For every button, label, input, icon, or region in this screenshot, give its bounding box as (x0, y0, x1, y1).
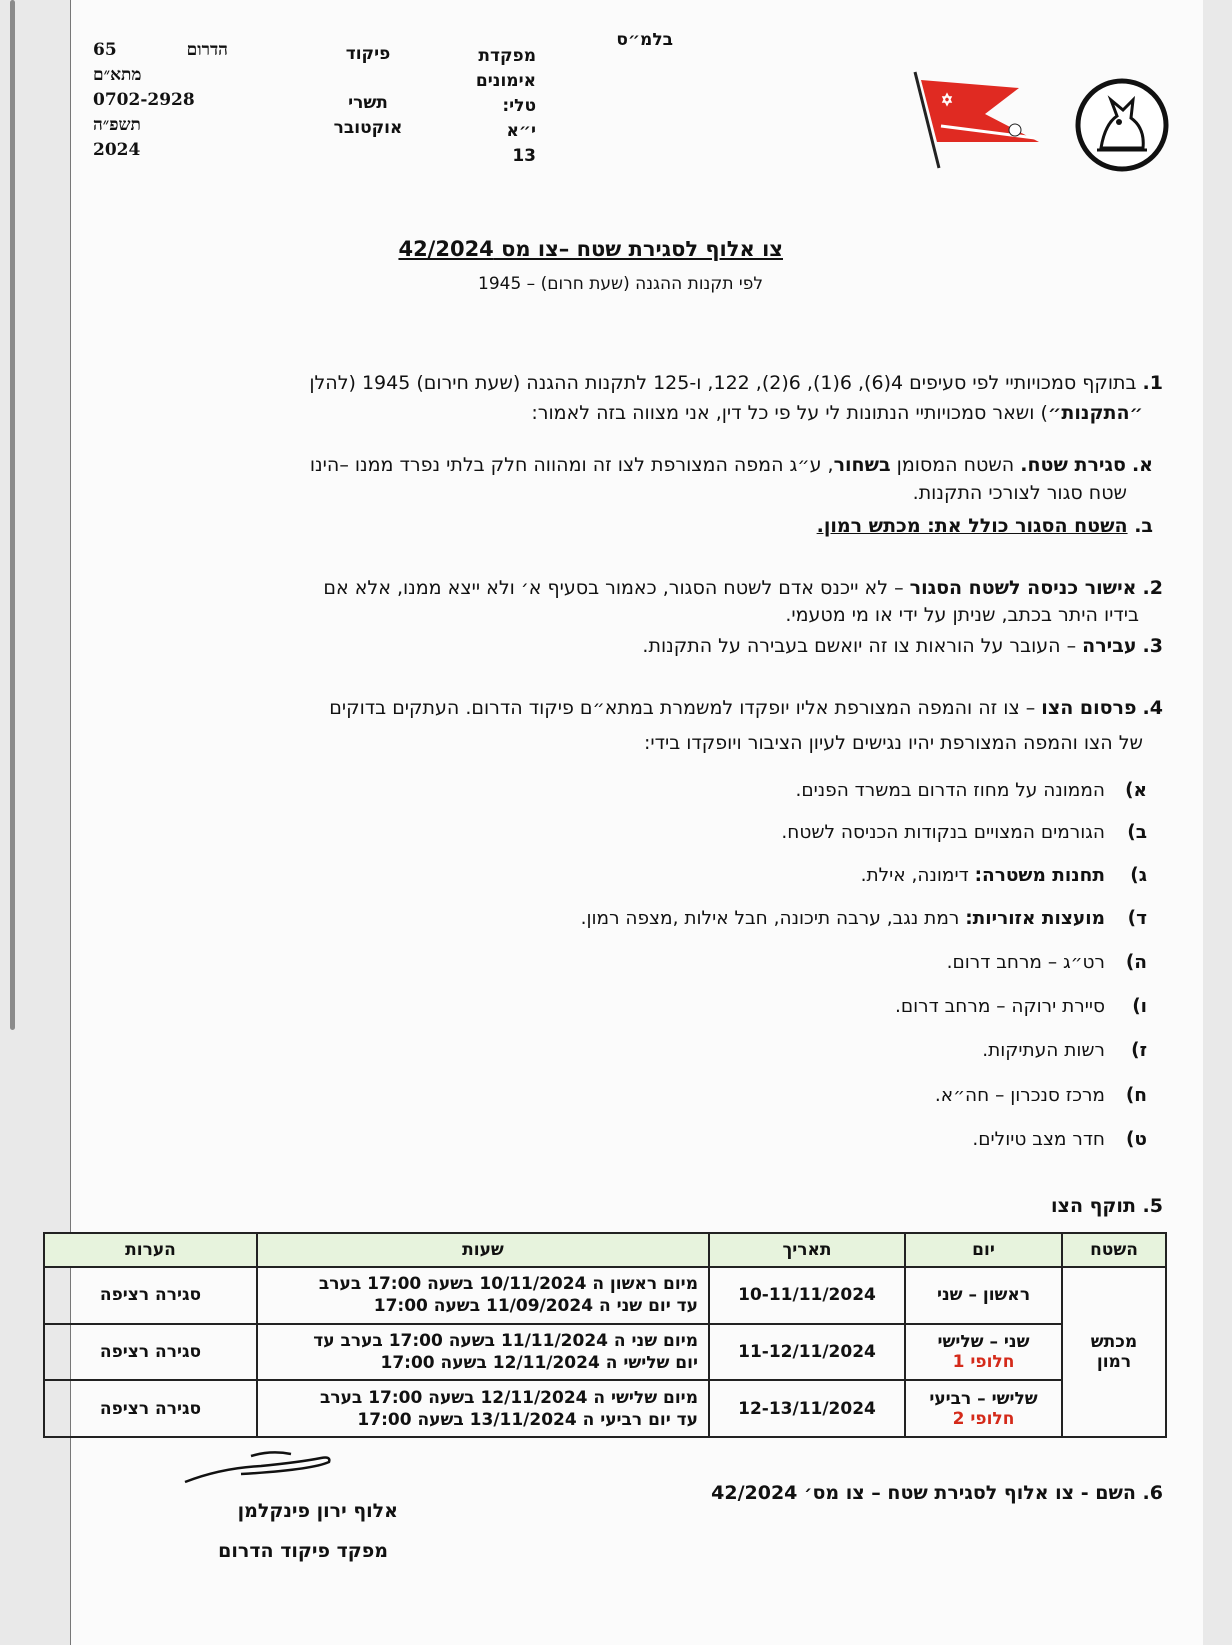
date-cell: 10-11/11/2024 (709, 1267, 905, 1324)
section-1a-line-1: א. סגירת שטח. השטח המסומן בשחור, ע״ג המפה המצורפת לצו זה ומהווה חלק בלתי נפרד ממנו –הינו (309, 454, 1153, 476)
signatory-name: אלוף ירון פינקלמן (237, 1500, 398, 1522)
flag-icon (911, 68, 1041, 170)
alternative-label: חלופי 2 (952, 1408, 1015, 1429)
signatory-role: מפקד פיקוד הדרום (218, 1540, 388, 1562)
header-hours: שעות (257, 1233, 709, 1267)
header-command: פיקוד תשרי אוקטובר (333, 44, 403, 138)
list-item: ז)רשות העתיקות. (982, 1040, 1147, 1061)
section-3: 3. עבירה – העובר על הוראות צו זה יואשם בעבירה על התקנות. (642, 635, 1163, 657)
section-5: 5. תוקף הצו (1051, 1195, 1163, 1217)
section-4-line-2: של הצו והמפה המצורפת יהיו נגישים לעיון הציבור ויופקדו בידי: (643, 732, 1143, 754)
day-cell: שלישי – רביעי חלופי 2 (905, 1380, 1062, 1437)
table-header-row (44, 1233, 1166, 1267)
table-row (44, 1324, 1166, 1381)
list-item: ו)סיירת ירוקה – מרחב דרום. (894, 996, 1147, 1017)
table-row (44, 1267, 1166, 1324)
notes-cell: סגירה רציפה (44, 1324, 257, 1381)
hours-cell: מיום שני ה 11/11/2024 בשעה 17:00 בערב עד יום שלישי ה 12/11/2024 בשעה 17:00 (257, 1324, 709, 1381)
section-2-line-1: 2. אישור כניסה לשטח הסגור – לא ייכנס אדם לשטח הסגור, כאמור בסעיף א׳ ולא ייצא ממנו, אלא אם (323, 577, 1163, 599)
section-2-line-2: בידיו היתר בכתב, שניתן על ידי או מי מטעמי. (785, 604, 1139, 626)
header-unit: מפקדת אימונים טלי: י״א 13 (475, 46, 536, 166)
header-notes: הערות (44, 1233, 257, 1267)
notes-cell: סגירה רציפה (44, 1267, 257, 1324)
alternative-label: חלופי 1 (952, 1351, 1015, 1372)
list-item: ט)חדר מצב טיולים. (972, 1129, 1147, 1150)
notes-cell: סגירה רציפה (44, 1380, 257, 1437)
section-1b: ב. השטח הסגור כולל את: מכתש רמון. (816, 515, 1153, 537)
date-cell: 11-12/11/2024 (709, 1324, 905, 1381)
signature-mark (181, 1448, 341, 1488)
day-cell: ראשון – שני (905, 1267, 1062, 1324)
list-item: ג)תחנות משטרה: דימונה, אילת. (860, 865, 1147, 886)
table-row (44, 1380, 1166, 1437)
section-1-line-1: 1. בתוקף סמכויותיי לפי סעיפים 4(6), 6(1), 6(2), 122, ו-125 לתקנות ההגנה (שעת חירום) 1945 (להלן (309, 372, 1163, 394)
day-cell: שני – שלישי חלופי 1 (905, 1324, 1062, 1381)
scrollbar[interactable] (10, 0, 15, 1030)
classification: בלמ״ס (616, 30, 673, 50)
section-1a-line-2: שטח סגור לצורכי התקנות. (912, 482, 1127, 504)
closure-schedule-table (43, 1232, 1167, 1438)
header-date: תאריך (709, 1233, 905, 1267)
command-emblem-icon (1075, 78, 1169, 172)
list-item: ח)מרכז סנכרון – חה״א. (934, 1085, 1147, 1106)
order-subtitle: לפי תקנות ההגנה (שעת חרום) – 1945 (478, 274, 763, 294)
list-item: א)הממונה על מחוז הדרום במשרד הפנים. (795, 780, 1147, 801)
list-item: ה)רט״ג – מרחב דרום. (946, 952, 1147, 973)
date-cell: 12-13/11/2024 (709, 1380, 905, 1437)
header-south: 65 הדרום מתא״ם 0702-2928 תשפ״ה 2024 (93, 40, 228, 160)
section-4-line-1: 4. פרסום הצו – צו זה והמפה המצורפת אליו יופקדו למשמרת במתא״ם פיקוד הדרום. העתקים בדוקים (329, 697, 1163, 719)
hours-cell: מיום ראשון ה 10/11/2024 בשעה 17:00 בערב עד יום שני ה 11/09/2024 בשעה 17:00 (257, 1267, 709, 1324)
section-1-line-2: ״התקנות״) ושאר סמכויותיי הנתונות לי על פי כל דין, אני מצווה בזה לאמור: (531, 402, 1143, 424)
area-cell: מכתש רמון (1062, 1267, 1166, 1437)
hours-cell: מיום שלישי ה 12/11/2024 בשעה 17:00 בערב עד יום רביעי ה 13/11/2024 בשעה 17:00 (257, 1380, 709, 1437)
header-day: יום (905, 1233, 1062, 1267)
header-area: השטח (1062, 1233, 1166, 1267)
order-title: צו אלוף לסגירת שטח –צו מס 42/2024 (398, 237, 783, 261)
list-item: ד)מועצות אזוריות: רמת נגב, ערבה תיכונה, חבל אילות ,מצפה רמון. (580, 908, 1147, 929)
list-item: ב)הגורמים המצויים בנקודות הכניסה לשטח. (781, 822, 1147, 843)
section-6: 6. השם - צו אלוף לסגירת שטח – צו מס׳ 42/2024 (711, 1482, 1163, 1504)
